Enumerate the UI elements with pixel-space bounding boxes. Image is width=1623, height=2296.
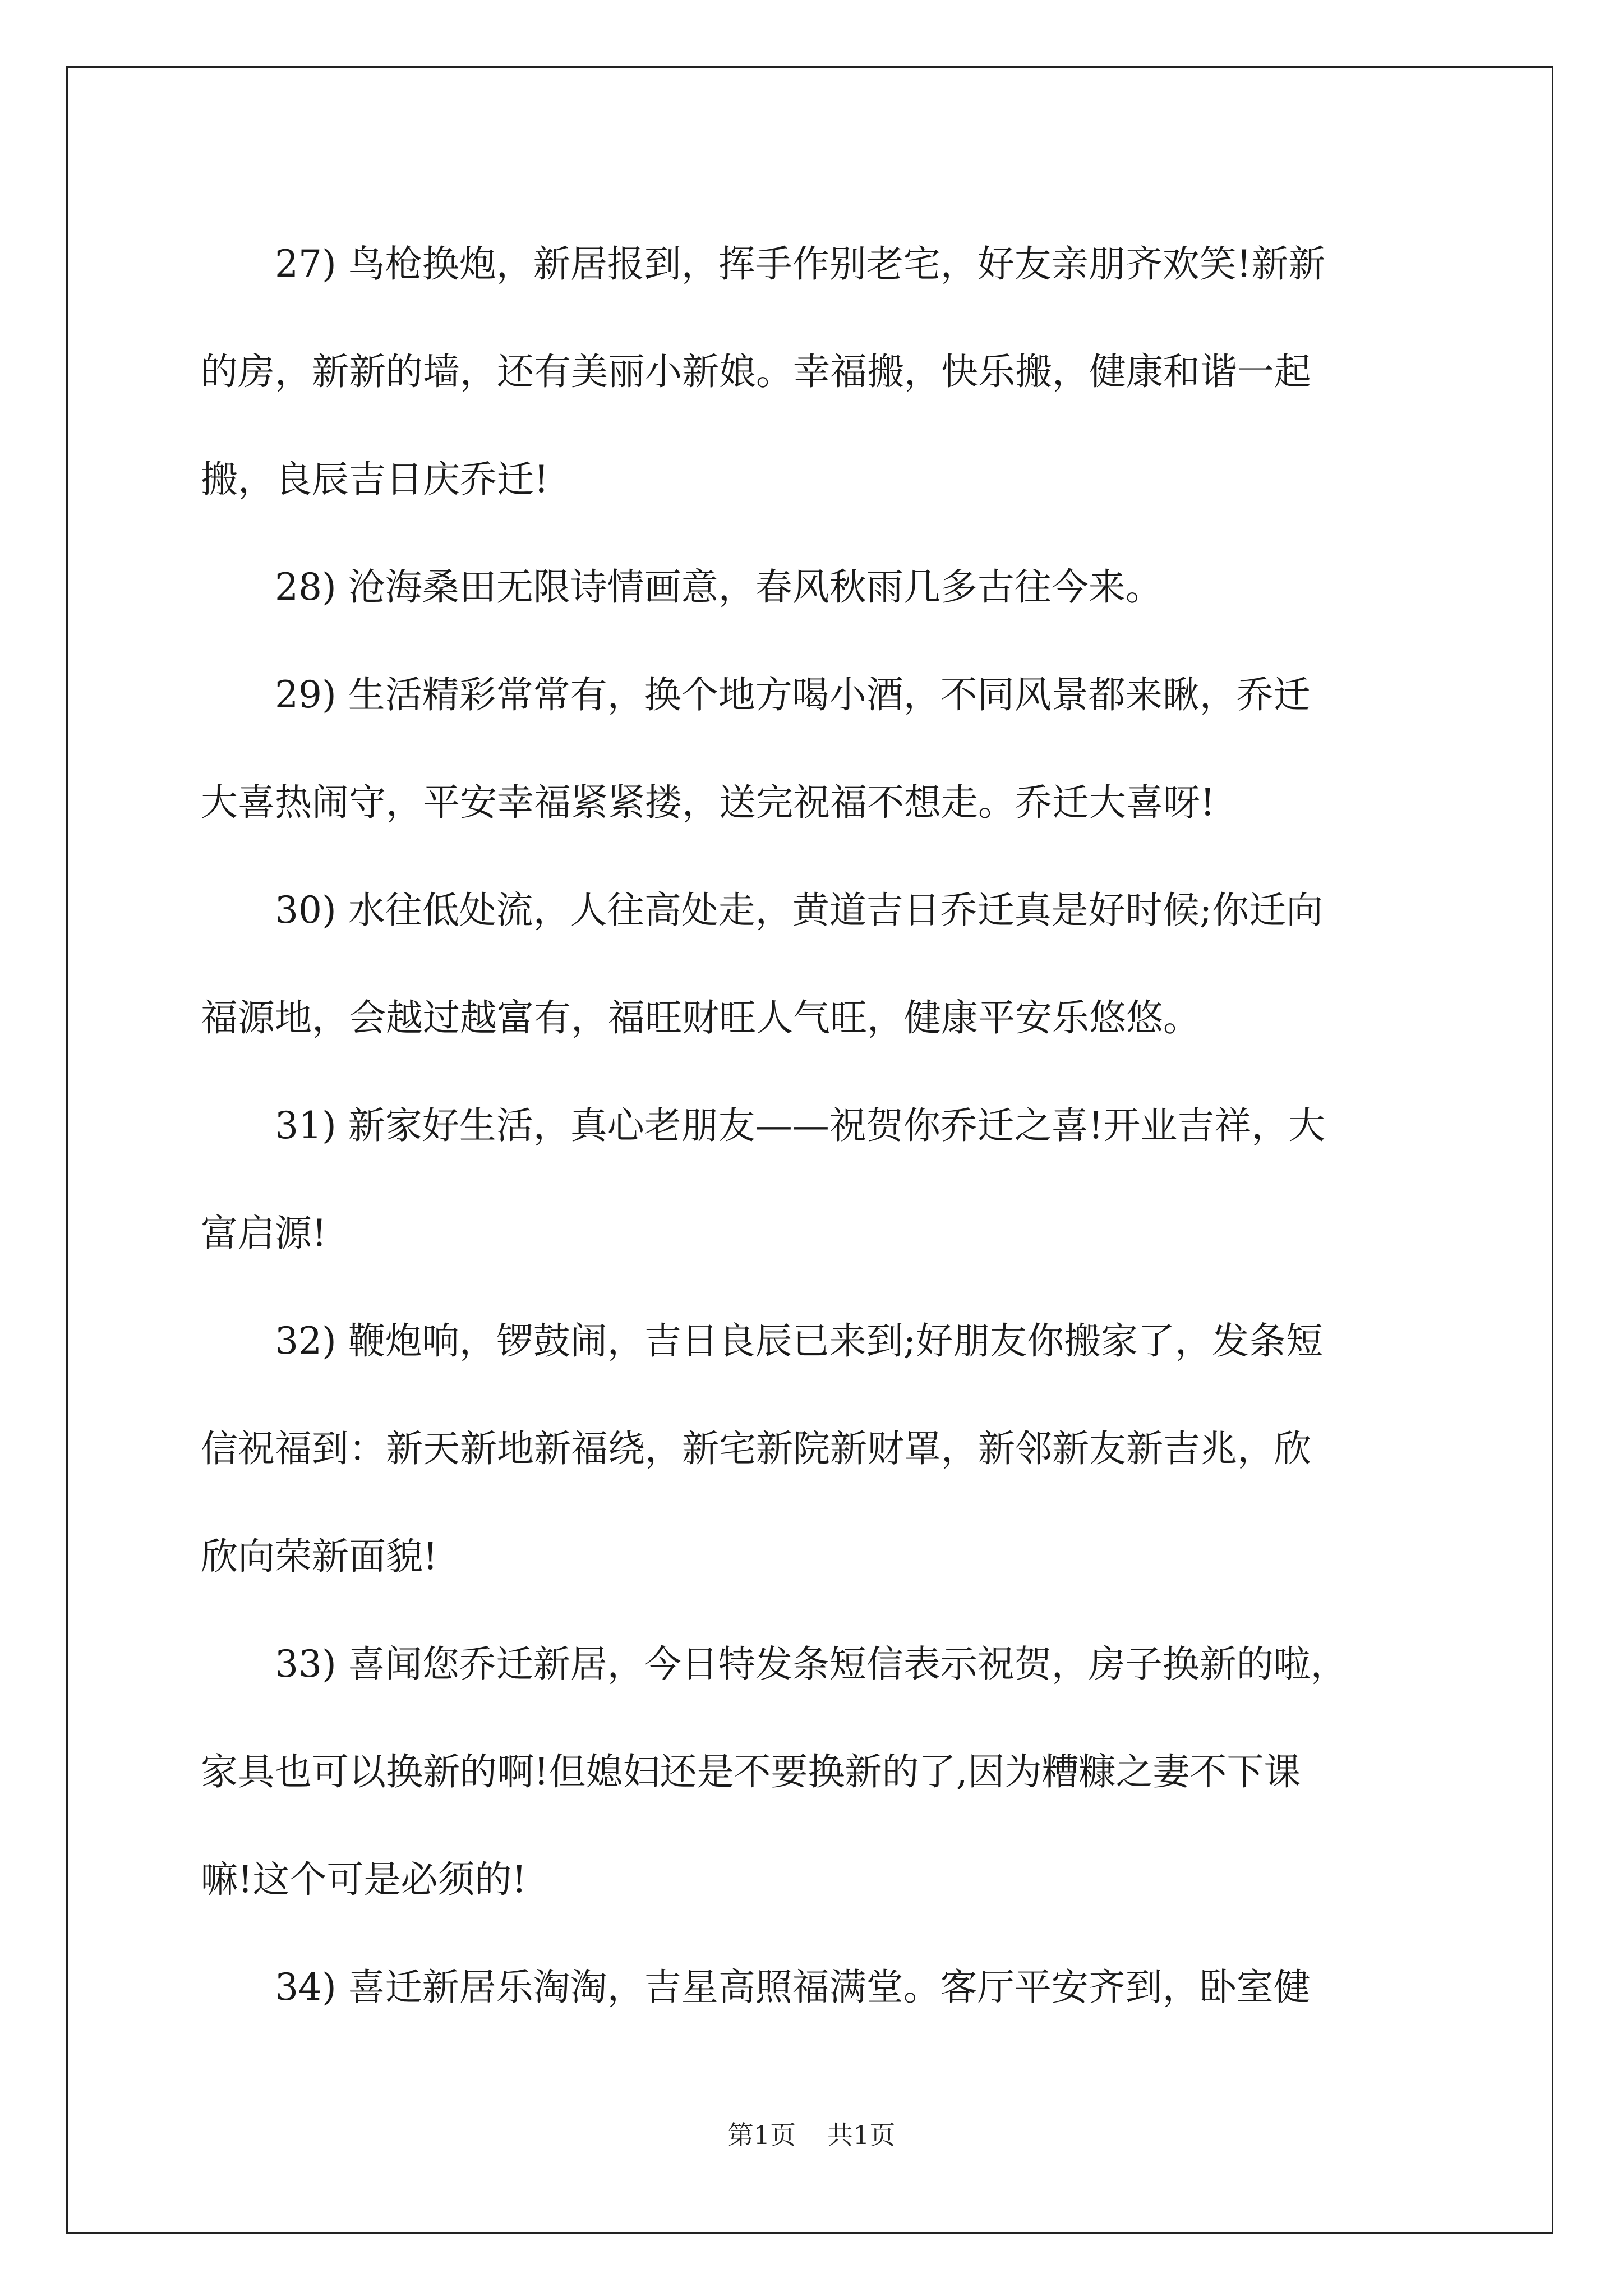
page-number-total: 共1页 [827, 2120, 896, 2150]
paragraph-32 [201, 1287, 1423, 1611]
paragraph-line: 福源地，会越过越富有，福旺财旺人气旺，健康平安乐悠悠。 [201, 996, 1200, 1039]
paragraph-29 [201, 641, 1423, 857]
paragraph-line: 的房，新新的墙，还有美丽小新娘。幸福搬，快乐搬，健康和谐一起 [201, 350, 1311, 393]
paragraph-31 [201, 1072, 1423, 1287]
paragraph-line: 家具也可以换新的啊!但媳妇还是不要换新的了,因为糟糠之妻不下课 [201, 1750, 1301, 1793]
paragraph-27 [201, 210, 1423, 533]
paragraph-line: 27) 鸟枪换炮，新居报到，挥手作别老宅，好友亲朋齐欢笑!新新 [275, 242, 1326, 286]
paragraph-line: 29) 生活精彩常常有，换个地方喝小酒，不同风景都来瞅，乔迁 [275, 673, 1311, 716]
paragraph-line: 信祝福到：新天新地新福绕，新宅新院新财罩，新邻新友新吉兆，欣 [201, 1427, 1311, 1470]
page-footer [0, 2115, 1623, 2152]
paragraph-34 [201, 1934, 1423, 2041]
paragraph-line: 31) 新家好生活，真心老朋友——祝贺你乔迁之喜!开业吉祥，大 [275, 1104, 1326, 1147]
paragraph-33 [201, 1611, 1423, 1934]
paragraph-line: 嘛!这个可是必须的! [201, 1858, 527, 1901]
paragraph-line: 富启源! [201, 1212, 327, 1255]
paragraph-line: 欣向荣新面貌! [201, 1535, 438, 1578]
paragraph-30 [201, 857, 1423, 1072]
paragraph-line: 28) 沧海桑田无限诗情画意，春风秋雨几多古往今来。 [275, 565, 1163, 609]
paragraph-line: 大喜热闹守，平安幸福紧紧搂，送完祝福不想走。乔迁大喜呀! [201, 781, 1215, 824]
paragraph-line: 34) 喜迁新居乐淘淘，吉星高照福满堂。客厅平安齐到，卧室健 [275, 1966, 1311, 2009]
paragraph-line: 搬，良辰吉日庆乔迁! [201, 458, 549, 501]
page-number-current: 第1页 [727, 2120, 796, 2150]
paragraph-line: 30) 水往低处流，人往高处走，黄道吉日乔迁真是好时候;你迁向 [275, 889, 1323, 932]
paragraph-28 [201, 533, 1423, 641]
paragraph-line: 33) 喜闻您乔迁新居，今日特发条短信表示祝贺，房子换新的啦， [275, 1642, 1348, 1686]
document-body [201, 210, 1423, 2041]
paragraph-line: 32) 鞭炮响，锣鼓闹，吉日良辰已来到;好朋友你搬家了，发条短 [275, 1319, 1323, 1363]
